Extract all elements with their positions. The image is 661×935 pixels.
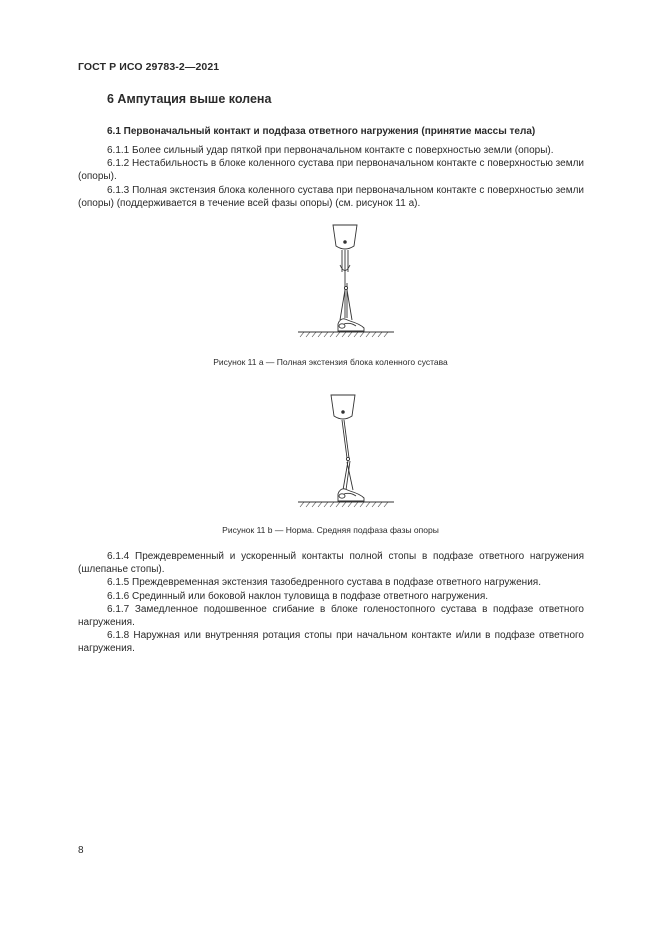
- paragraph-6-1-3: 6.1.3 Полная экстензия блока коленного сустава при первоначальном контакте с поверхностью земли (опоры) (поддерживается в течение всей фазы опоры) (см. рисунок 11 а).: [78, 184, 584, 209]
- paragraph-6-1-2: 6.1.2 Нестабильность в блоке коленного сустава при первоначальном контакте с поверхностью земли (опоры).: [78, 158, 585, 183]
- paragraph-6-1-8: 6.1.8 Наружная или внутренняя ротация стопы при начальном контакте и/или в подфазе ответного нагружения.: [78, 630, 584, 655]
- paragraph-6-1-6: 6.1.6 Срединный или боковой наклон туловища в подфазе ответного нагружения.: [107, 590, 489, 602]
- paragraph-6-1-1: 6.1.1 Более сильный удар пяткой при первоначальном контакте с поверхностью земли (опоры).: [107, 145, 554, 156]
- document-header: ГОСТ Р ИСО 29783-2—2021: [78, 61, 220, 73]
- figure-11b-prosthesis-illustration: [290, 390, 400, 515]
- figure-11a-prosthesis-illustration: [290, 220, 400, 345]
- subsection-title: 6.1 Первоначальный контакт и подфаза ответного нагружения (принятие массы тела): [107, 126, 536, 137]
- figure-11b-caption: Рисунок 11 b — Норма. Средняя подфаза фазы опоры: [222, 525, 439, 535]
- paragraphs-top: [78, 144, 584, 210]
- paragraphs-bottom: [78, 550, 584, 656]
- paragraph-6-1-5: 6.1.5 Преждевременная экстензия тазобедренного сустава в подфазе ответного нагружения.: [107, 577, 541, 589]
- page-number: 8: [78, 845, 84, 856]
- section-title: 6 Ампутация выше колена: [107, 92, 272, 106]
- paragraph-6-1-4: 6.1.4 Преждевременный и ускоренный контакты полной стопы в подфазе ответного нагружения (шлепанье стопы).: [78, 551, 584, 576]
- figure-11a-caption: Рисунок 11 а — Полная экстензия блока коленного сустава: [213, 357, 448, 367]
- paragraph-6-1-7: 6.1.7 Замедленное подошвенное сгибание в блоке голеностопного сустава в подфазе ответного нагружения.: [78, 603, 584, 629]
